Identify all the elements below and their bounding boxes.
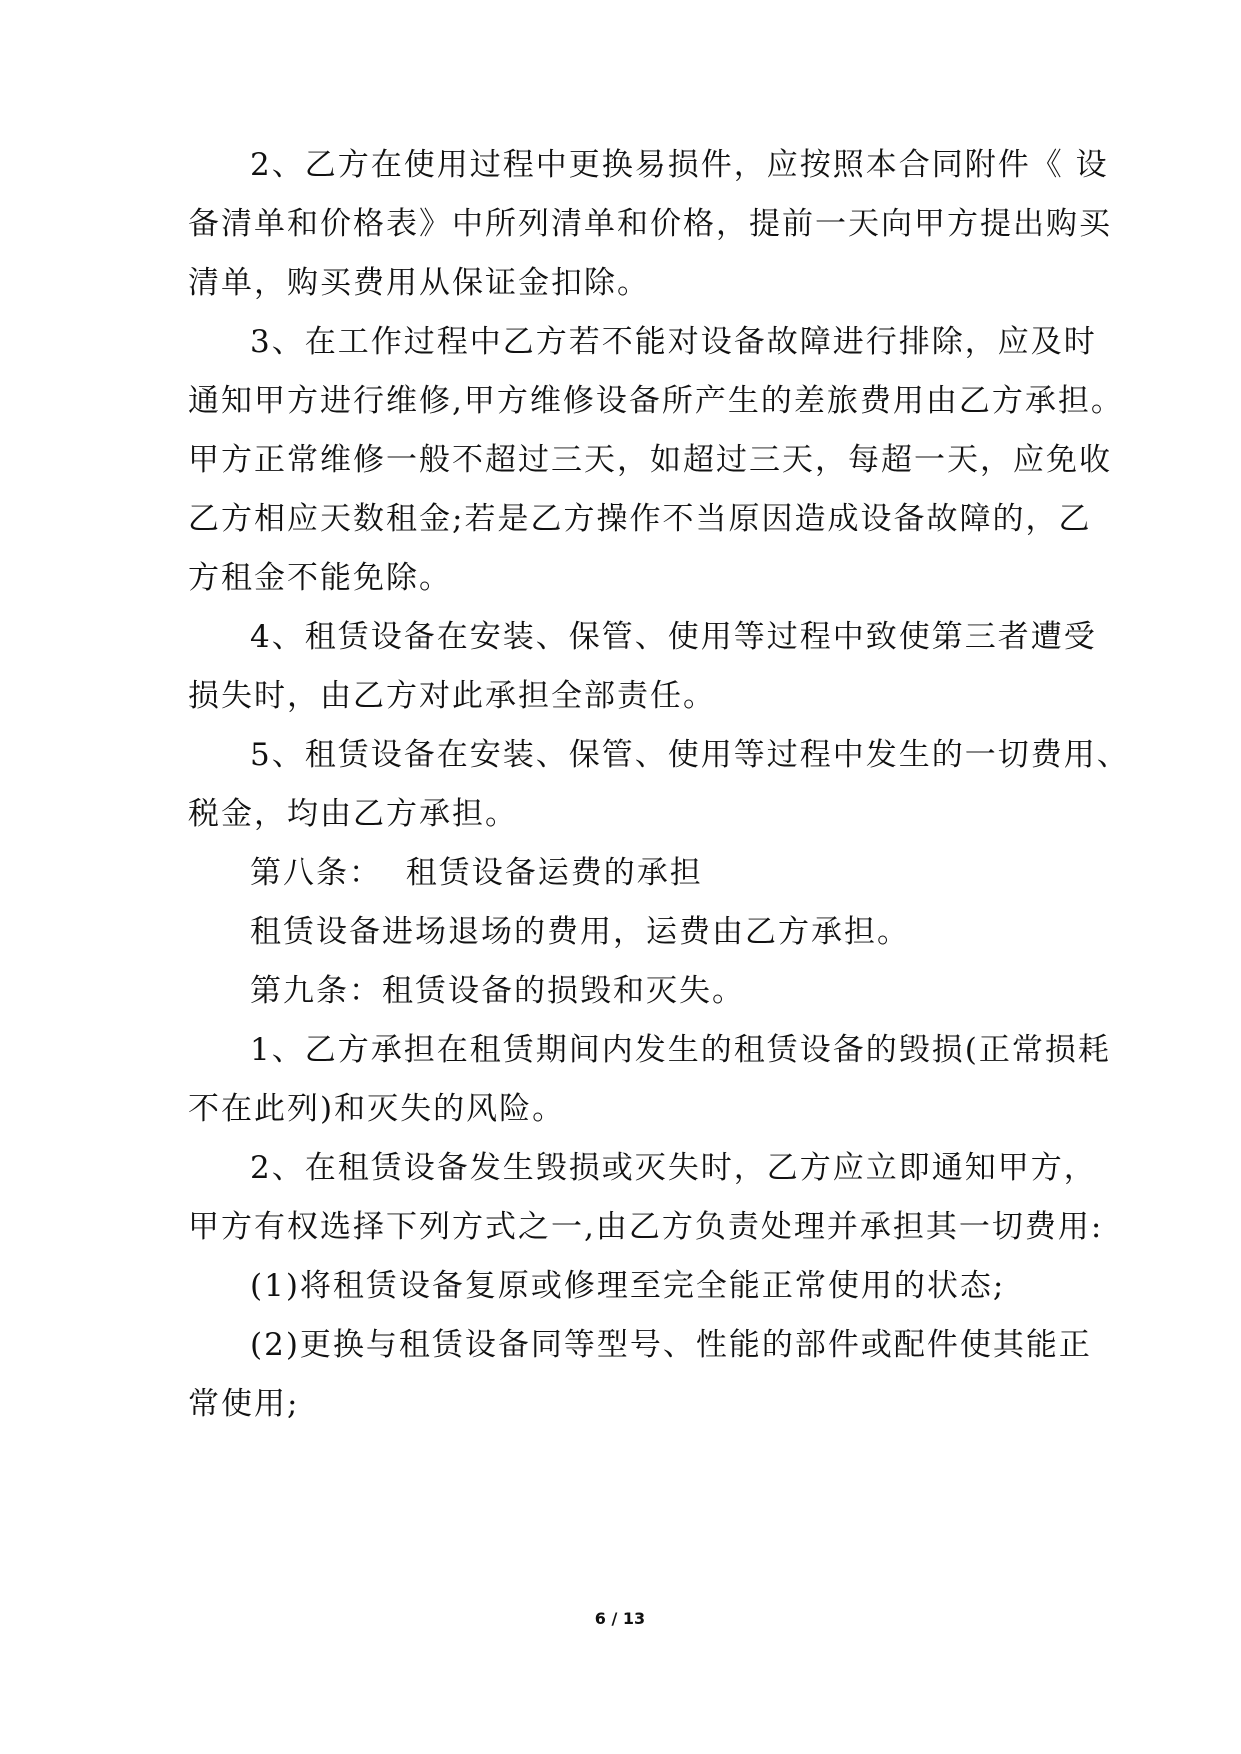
clause-7-3-line-1: 3、在工作过程中乙方若不能对设备故障进行排除，应及时 xyxy=(250,324,1097,360)
clause-9-1-line-2: 不在此列)和灭失的风险。 xyxy=(188,1091,566,1127)
clause-9-2-line-1: 2、在租赁设备发生毁损或灭失时，乙方应立即通知甲方， xyxy=(250,1150,1097,1186)
option-1-line: (1)将租赁设备复原或修理至完全能正常使用的状态; xyxy=(250,1268,1006,1304)
page-number: 6 / 13 xyxy=(594,1609,646,1628)
clause-7-3-line-2: 通知甲方进行维修,甲方维修设备所产生的差旅费用由乙方承担。 xyxy=(188,383,1124,419)
clause-7-3-line-5: 方租金不能免除。 xyxy=(188,560,452,596)
clause-7-5-line-1: 5、租赁设备在安装、保管、使用等过程中发生的一切费用、 xyxy=(250,737,1130,773)
article-8-body: 租赁设备进场退场的费用，运费由乙方承担。 xyxy=(250,914,910,950)
clause-7-3-line-3: 甲方正常维修一般不超过三天，如超过三天，每超一天，应免收 xyxy=(188,442,1112,478)
option-2-line-2: 常使用; xyxy=(188,1386,300,1422)
option-2-line-1: (2)更换与租赁设备同等型号、性能的部件或配件使其能正 xyxy=(250,1327,1092,1363)
clause-7-4-line-2: 损失时，由乙方对此承担全部责任。 xyxy=(188,678,716,714)
clause-7-3-line-4: 乙方相应天数租金;若是乙方操作不当原因造成设备故障的，乙 xyxy=(188,501,1092,537)
clause-7-2-line-1: 2、乙方在使用过程中更换易损件，应按照本合同附件《 设 xyxy=(250,147,1109,183)
article-8-heading: 第八条： 租赁设备运费的承担 xyxy=(250,855,703,891)
clause-7-2-line-3: 清单，购买费用从保证金扣除。 xyxy=(188,265,650,301)
clause-9-1-line-1: 1、乙方承担在租赁期间内发生的租赁设备的毁损(正常损耗 xyxy=(250,1032,1111,1068)
clause-7-4-line-1: 4、租赁设备在安装、保管、使用等过程中致使第三者遭受 xyxy=(250,619,1097,655)
clause-9-2-line-2: 甲方有权选择下列方式之一,由乙方负责处理并承担其一切费用: xyxy=(188,1209,1104,1245)
clause-7-5-line-2: 税金，均由乙方承担。 xyxy=(188,796,518,832)
article-9-heading: 第九条：租赁设备的损毁和灭失。 xyxy=(250,973,745,1009)
clause-7-2-line-2: 备清单和价格表》中所列清单和价格，提前一天向甲方提出购买 xyxy=(188,206,1112,242)
